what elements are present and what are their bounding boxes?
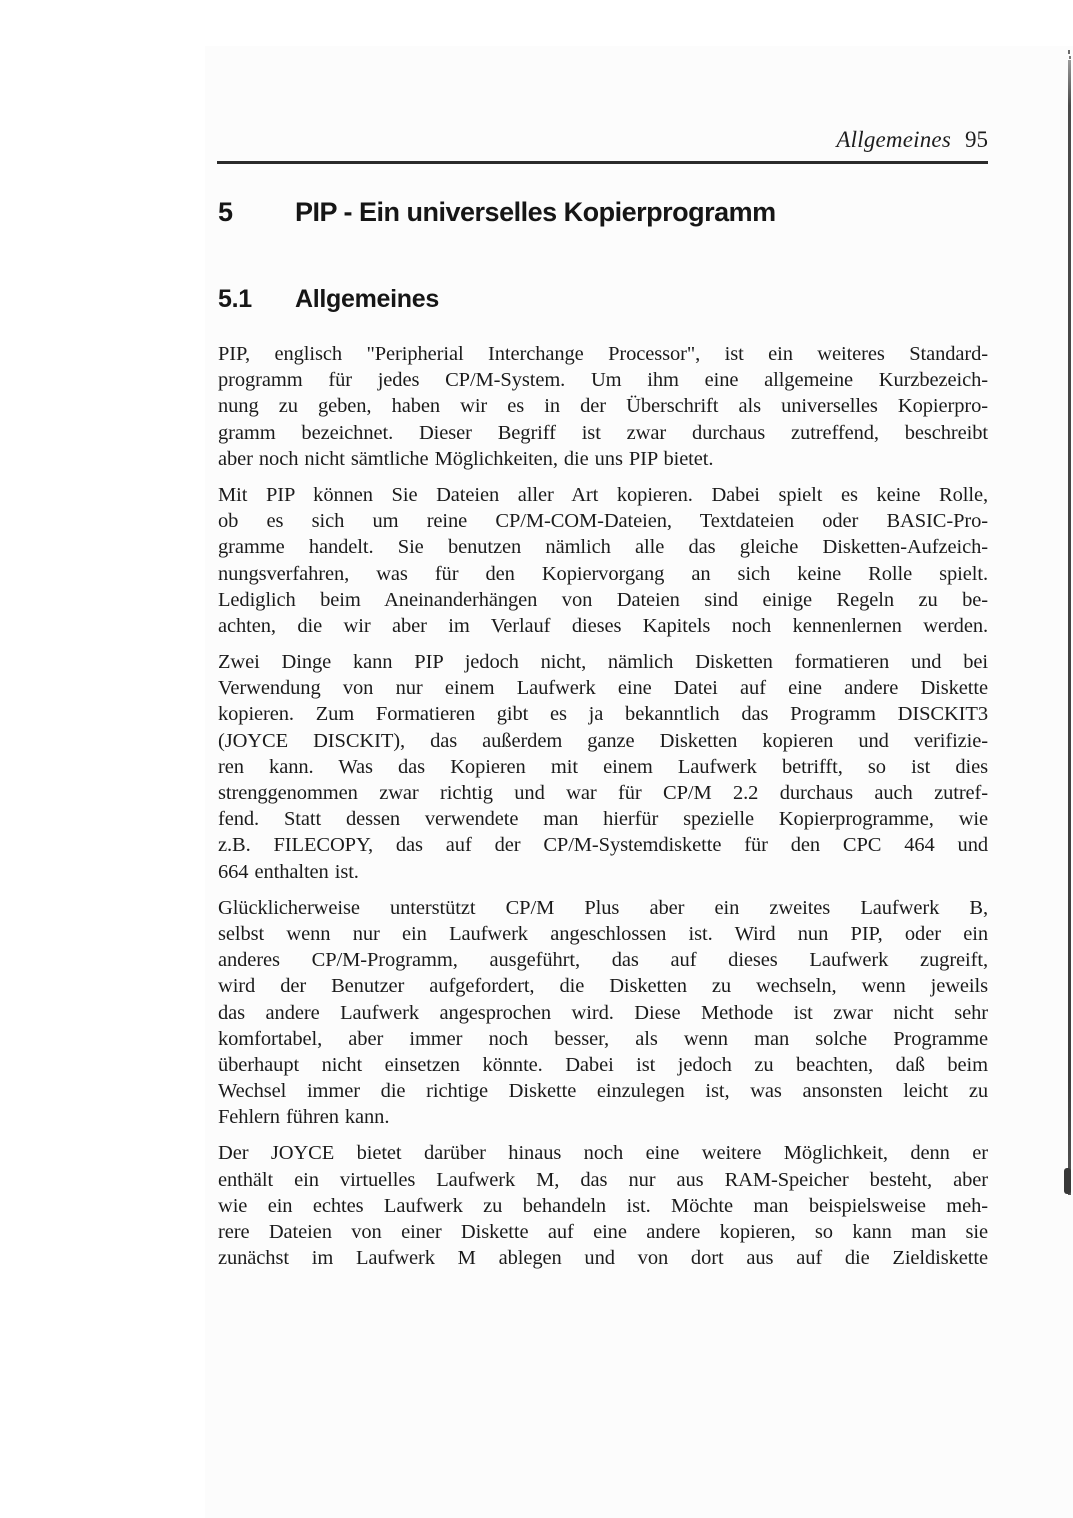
body-line: Zwei Dinge kann PIP jedoch nicht, nämlich Disketten formatieren und bei [218, 651, 988, 674]
body-line: anderes CP/M-Programm, ausgeführt, das auf dieses Laufwerk zugreift, [218, 949, 988, 972]
body-line: strenggenommen zwar richtig und war für CP/M 2.2 durchaus auch zutref- [218, 782, 988, 804]
body-line: überhaupt nicht einsetzen könnte. Dabei ist jedoch zu beachten, daß beim [218, 1053, 988, 1076]
body-line: komfortabel, aber immer noch besser, als wenn man solche Programme [218, 1027, 988, 1050]
scan-artifact-dash [1069, 56, 1071, 59]
paragraph [218, 895, 988, 1131]
chapter-number: 5 [218, 197, 233, 227]
body-line: Der JOYCE bietet darüber hinaus noch eine weitere Möglichkeit, denn er [218, 1142, 988, 1165]
body-line: Verwendung von nur einem Laufwerk eine Datei auf eine andere Diskette [218, 677, 988, 700]
running-header [218, 127, 988, 153]
chapter-title: PIP - Ein universelles Kopierprogramm [295, 197, 776, 227]
body-line: wird der Benutzer aufgefordert, die Disketten zu wechseln, wenn jeweils [218, 975, 988, 998]
section-number: 5.1 [218, 285, 252, 313]
body-line: programm für jedes CP/M-System. Um ihm eine allgemeine Kurzbezeich- [218, 369, 988, 392]
body-line: gramm bezeichnet. Dieser Begriff ist zwar durchaus zutreffend, beschreibt [218, 421, 988, 444]
scan-artifact-blob [1064, 1168, 1071, 1194]
body-line: gramme handelt. Sie benutzen nämlich alle das gleiche Disketten-Aufzeich- [218, 536, 988, 559]
body-line: Glücklicherweise unterstützt CP/M Plus aber ein zweites Laufwerk B, [218, 896, 988, 919]
body-line: achten, die wir aber im Verlauf dieses Kapitels noch kennenlernen werden. [218, 614, 988, 637]
body-line: fend. Statt dessen verwendete man hierfür spezielle Kopierprogramme, wie [218, 808, 988, 831]
body-line: nungsverfahren, was für den Kopiervorgang an sich keine Rolle spielt. [218, 562, 988, 585]
chapter-heading [218, 196, 1008, 228]
paragraph [218, 482, 988, 639]
paragraph [218, 341, 988, 472]
body-line: aber noch nicht sämtliche Möglichkeiten, die uns PIP bietet. [218, 447, 714, 470]
body-line: (JOYCE DISCKIT), das außerdem ganze Disketten kopieren und verifizie- [218, 729, 988, 752]
body-line: ob es sich um reine CP/M-COM-Dateien, Textdateien oder BASIC-Pro- [218, 510, 988, 533]
body-line: kopieren. Zum Formatieren gibt es ja bekanntlich das Programm DISCKIT3 [218, 703, 988, 726]
body-line: Lediglich beim Aneinanderhängen von Dateien sind einige Regeln zu be- [218, 588, 988, 611]
paragraph [218, 649, 988, 885]
body-text [218, 341, 988, 1281]
body-line: ren kann. Was das Kopieren mit einem Laufwerk betrifft, so ist dies [218, 755, 988, 778]
body-line: rere Dateien von einer Diskette auf eine andere kopieren, so kann man sie [218, 1221, 988, 1243]
scan-artifact-dash [1068, 50, 1070, 54]
body-line: Wechsel immer die richtige Diskette einzulegen ist, was ansonsten leicht zu [218, 1080, 988, 1103]
body-line: wie ein echtes Laufwerk zu behandeln ist. Möchte man beispielsweise meh- [218, 1194, 988, 1217]
body-line: 664 enthalten ist. [218, 860, 359, 883]
body-line: enthält ein virtuelles Laufwerk M, das nur aus RAM-Speicher besteht, aber [218, 1168, 988, 1191]
body-line: Fehlern führen kann. [218, 1106, 390, 1129]
header-rule [217, 161, 988, 164]
paragraph [218, 1140, 988, 1271]
page-number: 95 [965, 127, 988, 152]
body-line: das andere Laufwerk angesprochen wird. Diese Methode ist zwar nicht sehr [218, 1001, 988, 1024]
body-line: zunächst im Laufwerk M ablegen und von dort aus auf die Zieldiskette [218, 1247, 988, 1270]
section-title: Allgemeines [295, 285, 439, 313]
body-line: nung zu geben, haben wir es in der Überschrift als universelles Kopierpro- [218, 395, 988, 418]
scan-artifact-edge-line [1068, 60, 1071, 1195]
body-line: PIP, englisch "Peripherial Interchange Processor", ist ein weiteres Standard- [218, 343, 988, 365]
section-heading [218, 284, 1008, 314]
running-header-title: Allgemeines [836, 127, 951, 152]
body-line: z.B. FILECOPY, das auf der CP/M-Systemdiskette für den CPC 464 und [218, 834, 988, 857]
body-line: selbst wenn nur ein Laufwerk angeschlossen ist. Wird nun PIP, oder ein [218, 922, 988, 945]
body-line: Mit PIP können Sie Dateien aller Art kopieren. Dabei spielt es keine Rolle, [218, 483, 988, 506]
